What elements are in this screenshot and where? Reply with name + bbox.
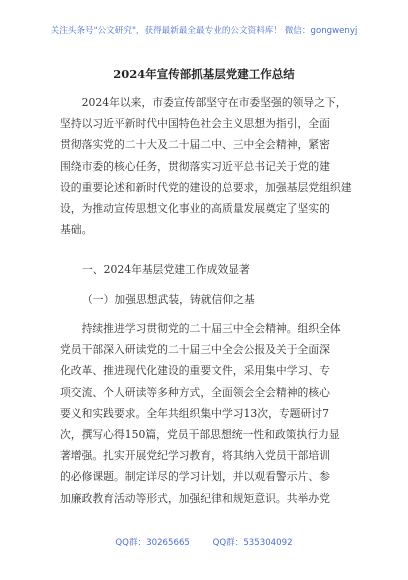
subsection-heading: （一）加强思想武装，铸就信仰之基 [82, 293, 255, 306]
document-title: 2024年宣传部抓基层党建工作总结 [113, 67, 295, 81]
intro-paragraph [60, 92, 356, 240]
footer-qq-group-1: QQ群：30265665 [115, 538, 190, 548]
intro-line: 贯彻落实党的二十大及二十届二中、三中全会精神，紧密 [60, 138, 330, 152]
footer-qq-group-2: QQ群：535304092 [212, 538, 293, 548]
body-line: 持续推进学习贯彻党的二十届三中全会精神。组织全体 [81, 322, 341, 335]
footer-banner [0, 536, 408, 548]
intro-line: 2024年以来，市委宣传部坚守在市委坚强的领导之下， [81, 96, 347, 109]
intro-line: 设的重要论述和新时代党的建设的总要求，加强基层党组织建 [60, 180, 352, 194]
body-line: 党员干部深入研读党的二十届三中全会公报及关于全面深 [60, 343, 330, 357]
intro-line: 设，为推动宣传思想文化事业的高质量发展奠定了坚实的 [60, 201, 330, 215]
intro-line: 基础。 [60, 223, 93, 237]
body-paragraph [60, 318, 356, 509]
body-line: 项交流、个人研读等多种方式，全面领会全会精神的核心 [60, 385, 330, 399]
body-line: 加廉政教育活动等形式，加强纪律和规矩意识。共举办党 [60, 491, 330, 505]
intro-line: 围绕市委的核心任务，贯彻落实习近平总书记关于党的建 [60, 159, 330, 173]
body-line: 次，撰写心得150篇，党员干部思想统一性和政策执行力显 [60, 427, 340, 441]
body-line: 化改革、推进现代化建设的重要文件，采用集中学习、专 [60, 364, 330, 378]
body-line: 的必修课题。制定详尽的学习计划，并以观看警示片、参 [60, 470, 330, 484]
section-heading: 一、2024年基层党建工作成效显著 [82, 263, 250, 276]
body-line: 要义和实践要求。全年共组织集中学习13次，专题研讨7 [60, 406, 329, 420]
body-line: 著增强。扎实开展党纪学习教育，将其纳入党员干部培训 [60, 449, 330, 463]
intro-line: 坚持以习近平新时代中国特色社会主义思想为指引，全面 [60, 117, 330, 131]
header-banner: 关注头条号"公文研究"，获得最新最全最专业的公文资料库！ 微信：gongwenyj [50, 26, 358, 36]
